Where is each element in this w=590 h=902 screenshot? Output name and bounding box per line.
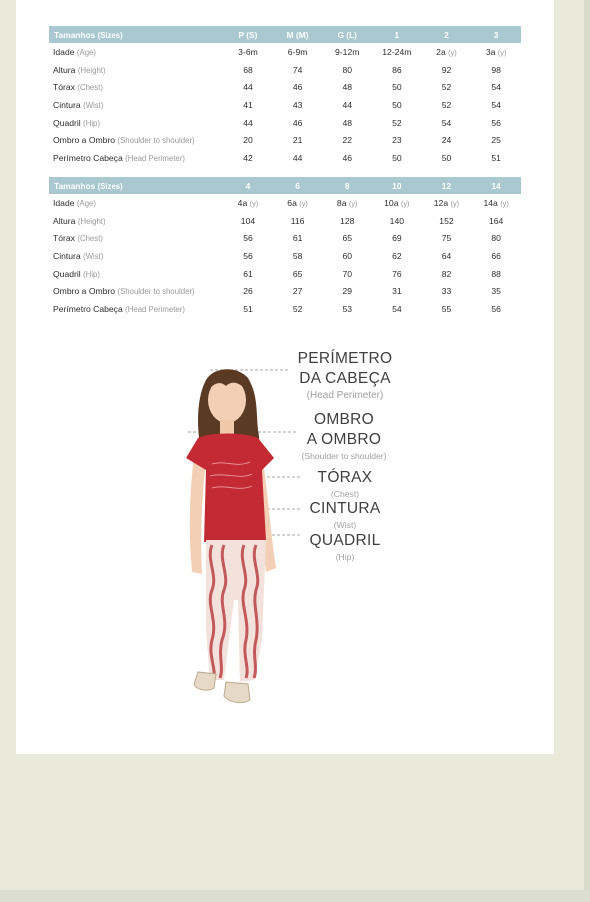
cell-value: 6-9m bbox=[287, 46, 308, 57]
row-label-en: (Head Perimeter) bbox=[125, 153, 185, 163]
cell-value: 3-6m bbox=[238, 46, 258, 57]
row-label-en: (Height) bbox=[77, 65, 106, 75]
cell-value: 92 bbox=[441, 64, 452, 75]
callout-head-line2: DA CABEÇA bbox=[299, 370, 391, 387]
cell-value: 65 bbox=[342, 233, 352, 244]
cell-value: 56 bbox=[491, 117, 501, 128]
row-label: Perímetro Cabeça bbox=[53, 152, 123, 163]
cell-value: 140 bbox=[389, 215, 405, 226]
cell-value: 12-24m bbox=[382, 46, 412, 57]
cell-value: 62 bbox=[392, 250, 402, 261]
cell-value: 50 bbox=[441, 152, 452, 163]
row-label-en: (Shoulder to shoulder) bbox=[117, 287, 195, 297]
row-label: Ombro a Ombro bbox=[53, 135, 116, 146]
cell-unit: (y) bbox=[400, 198, 410, 208]
callout-shoulder-line2: A OMBRO bbox=[306, 431, 382, 448]
cell-value: 46 bbox=[342, 152, 352, 163]
cell-value: 64 bbox=[441, 250, 452, 261]
cell-value: 116 bbox=[290, 215, 305, 226]
size-header: 12 bbox=[441, 180, 452, 191]
cell-value: 41 bbox=[243, 99, 253, 110]
cell-value: 54 bbox=[441, 117, 452, 128]
callout-hip bbox=[300, 531, 390, 563]
callout-shoulder-line1: OMBRO bbox=[313, 411, 375, 428]
size-header: 8 bbox=[344, 180, 350, 191]
cell-value: 61 bbox=[292, 233, 303, 244]
cell-unit: (y) bbox=[249, 198, 259, 208]
cell-unit: (y) bbox=[299, 198, 308, 208]
cell-value: 76 bbox=[392, 268, 402, 279]
cell-value: 50 bbox=[392, 152, 402, 163]
cell-value: 56 bbox=[491, 303, 501, 314]
cell-unit: (y) bbox=[450, 198, 460, 208]
header-label: Tamanhos bbox=[54, 29, 96, 40]
row-label: Idade bbox=[53, 197, 75, 208]
row-label-en: (Chest) bbox=[77, 83, 103, 93]
row-label: Altura bbox=[53, 64, 76, 75]
cell-value: 8a bbox=[336, 197, 347, 208]
cell-value: 86 bbox=[392, 64, 402, 75]
callout-chest-label: TÓRAX bbox=[317, 469, 373, 486]
callout-waist-label: CINTURA bbox=[309, 500, 381, 517]
row-label: Altura bbox=[53, 215, 76, 226]
header-label-en: (Sizes) bbox=[97, 181, 123, 191]
size-header: G (L) bbox=[337, 29, 357, 40]
cell-value: 52 bbox=[441, 99, 452, 110]
row-label-en: (Age) bbox=[76, 198, 96, 208]
cell-value: 6a bbox=[287, 197, 297, 208]
cell-value: 60 bbox=[342, 250, 352, 261]
cell-value: 54 bbox=[392, 303, 402, 314]
header-label-en: (Sizes) bbox=[97, 30, 123, 40]
cell-value: 80 bbox=[342, 64, 352, 75]
cell-value: 58 bbox=[292, 250, 303, 261]
size-header: 2 bbox=[444, 29, 449, 40]
cell-value: 66 bbox=[491, 250, 501, 261]
cell-value: 54 bbox=[491, 82, 501, 93]
callout-shoulder-en: (Shoulder to shoulder) bbox=[301, 451, 387, 461]
cell-value: 20 bbox=[243, 135, 253, 146]
cell-value: 44 bbox=[243, 82, 253, 93]
callout-chest-en: (Chest) bbox=[330, 489, 360, 499]
row-label: Quadril bbox=[53, 268, 81, 279]
row-label: Tórax bbox=[53, 233, 75, 244]
cell-unit: (y) bbox=[348, 198, 358, 208]
cell-unit: (y) bbox=[448, 47, 457, 57]
cell-value: 29 bbox=[342, 286, 352, 297]
callout-hip-en: (Hip) bbox=[335, 552, 355, 562]
cell-value: 52 bbox=[441, 82, 452, 93]
size-header: 1 bbox=[394, 29, 400, 40]
cell-value: 54 bbox=[491, 99, 501, 110]
size-header: P (S) bbox=[238, 29, 258, 40]
cell-value: 75 bbox=[441, 233, 452, 244]
row-label-en: (Chest) bbox=[77, 234, 103, 244]
row-label: Tórax bbox=[53, 82, 75, 93]
cell-value: 50 bbox=[392, 82, 402, 93]
row-label-en: (Hip) bbox=[83, 118, 100, 128]
row-label: Idade bbox=[53, 46, 75, 57]
callout-waist-en: (Wist) bbox=[333, 520, 357, 530]
cell-value: 46 bbox=[292, 82, 303, 93]
neck-shape bbox=[220, 420, 234, 434]
cell-value: 68 bbox=[243, 64, 253, 75]
cell-value: 69 bbox=[392, 233, 402, 244]
row-label: Ombro a Ombro bbox=[53, 286, 116, 297]
row-label: Cintura bbox=[53, 99, 81, 110]
cell-value: 43 bbox=[292, 99, 303, 110]
cell-value: 26 bbox=[243, 286, 253, 297]
cell-value: 21 bbox=[292, 135, 303, 146]
size-header: 4 bbox=[245, 180, 251, 191]
cell-value: 46 bbox=[292, 117, 303, 128]
cell-value: 80 bbox=[491, 233, 501, 244]
cell-value: 152 bbox=[439, 215, 454, 226]
row-label-en: (Head Perimeter) bbox=[125, 304, 185, 314]
left-sandal-shape bbox=[194, 672, 216, 690]
cell-value: 51 bbox=[491, 152, 501, 163]
cell-value: 164 bbox=[488, 215, 504, 226]
row-label-en: (Age) bbox=[76, 47, 96, 57]
right-sandal-shape bbox=[224, 682, 250, 703]
cell-value: 70 bbox=[342, 268, 352, 279]
cell-value: 48 bbox=[342, 82, 352, 93]
cell-unit: (y) bbox=[500, 198, 509, 208]
row-label: Perímetro Cabeça bbox=[53, 303, 123, 314]
cell-value: 4a bbox=[237, 197, 248, 208]
size-header: M (M) bbox=[286, 29, 309, 40]
cell-value: 24 bbox=[441, 135, 452, 146]
cell-value: 27 bbox=[292, 286, 303, 297]
cell-value: 25 bbox=[491, 135, 501, 146]
left-arm-shape bbox=[190, 455, 206, 574]
cell-value: 2a bbox=[436, 46, 446, 57]
cell-value: 31 bbox=[392, 286, 402, 297]
cell-value: 12a bbox=[433, 197, 449, 208]
cell-value: 23 bbox=[392, 135, 402, 146]
callout-head-perimeter bbox=[276, 349, 414, 402]
row-label-en: (Height) bbox=[77, 216, 106, 226]
cell-value: 44 bbox=[243, 117, 253, 128]
cell-value: 50 bbox=[392, 99, 402, 110]
cell-value: 35 bbox=[491, 286, 501, 297]
cell-value: 56 bbox=[243, 233, 253, 244]
cell-value: 52 bbox=[392, 117, 402, 128]
cell-value: 82 bbox=[441, 268, 452, 279]
cell-value: 88 bbox=[491, 268, 501, 279]
cell-value: 65 bbox=[292, 268, 303, 279]
row-label-en: (Wist) bbox=[83, 251, 104, 261]
row-label-en: (Hip) bbox=[83, 269, 100, 279]
cell-value: 48 bbox=[342, 117, 352, 128]
row-label: Quadril bbox=[53, 117, 81, 128]
cell-value: 55 bbox=[441, 303, 452, 314]
row-label-en: (Shoulder to shoulder) bbox=[117, 136, 195, 146]
cell-value: 56 bbox=[243, 250, 253, 261]
cell-value: 10a bbox=[384, 197, 399, 208]
cell-value: 14a bbox=[483, 197, 498, 208]
cell-value: 52 bbox=[292, 303, 303, 314]
size-header: 14 bbox=[491, 180, 501, 191]
cell-value: 33 bbox=[441, 286, 452, 297]
cell-value: 22 bbox=[342, 135, 352, 146]
cell-value: 9-12m bbox=[335, 46, 360, 57]
cell-value: 53 bbox=[342, 303, 352, 314]
row-label: Cintura bbox=[53, 250, 81, 261]
cell-value: 128 bbox=[340, 215, 355, 226]
cell-value: 51 bbox=[243, 303, 253, 314]
callout-head-line1: PERÍMETRO bbox=[297, 350, 393, 367]
size-header: 3 bbox=[493, 29, 499, 40]
callout-head-en: (Head Perimeter) bbox=[306, 390, 384, 401]
size-header: 6 bbox=[295, 180, 300, 191]
callout-hip-label: QUADRIL bbox=[309, 532, 381, 549]
cell-value: 61 bbox=[243, 268, 253, 279]
header-label: Tamanhos bbox=[54, 180, 96, 191]
cell-value: 3a bbox=[485, 46, 496, 57]
callout-waist bbox=[300, 499, 390, 531]
cell-value: 74 bbox=[292, 64, 303, 75]
cell-value: 44 bbox=[292, 152, 303, 163]
callout-shoulder bbox=[284, 410, 404, 462]
cell-value: 42 bbox=[243, 152, 253, 163]
row-label-en: (Wist) bbox=[83, 100, 104, 110]
cell-value: 98 bbox=[491, 64, 501, 75]
cell-value: 44 bbox=[342, 99, 352, 110]
size-header: 10 bbox=[392, 180, 402, 191]
cell-unit: (y) bbox=[497, 47, 507, 57]
callout-chest bbox=[300, 468, 390, 500]
cell-value: 104 bbox=[240, 215, 256, 226]
